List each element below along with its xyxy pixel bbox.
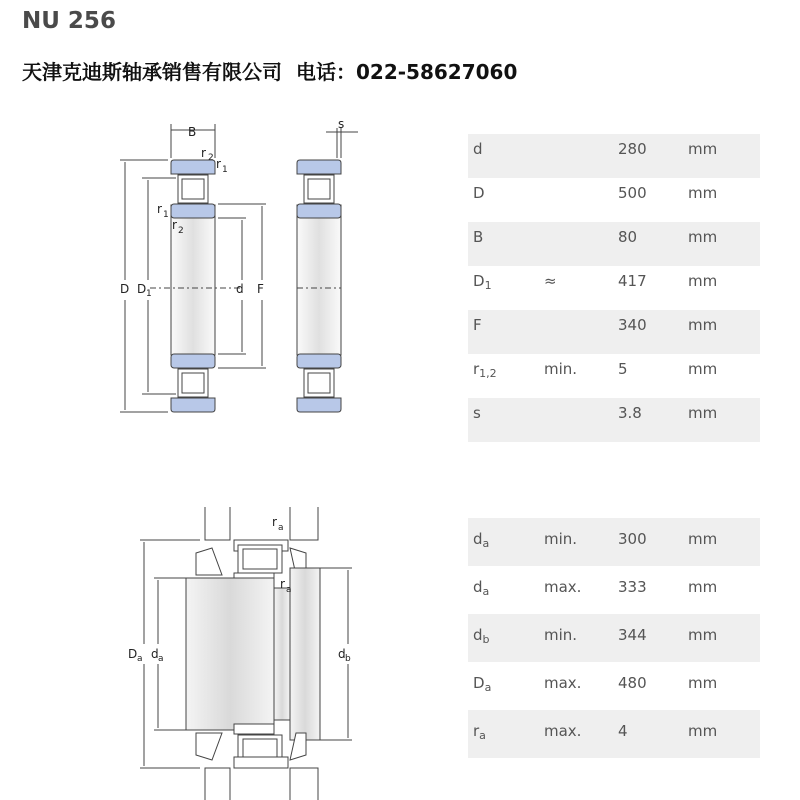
table-row: [468, 178, 760, 222]
dim-Da: D: [128, 647, 138, 661]
row-unit: mm: [688, 530, 718, 548]
dim-B: B: [188, 125, 197, 139]
dim-db: d: [338, 647, 346, 661]
label-r1-top: r: [216, 157, 221, 171]
section-view: [120, 124, 266, 412]
table-row: [468, 310, 760, 354]
dim-d: d: [236, 282, 244, 296]
dim-da: d: [151, 647, 159, 661]
row-value: 300: [618, 530, 647, 548]
label-r2-left: r: [172, 218, 177, 232]
product-title: NU 256: [22, 8, 116, 34]
row-qualifier: min.: [544, 530, 578, 548]
table-row: [468, 662, 760, 710]
row-unit: mm: [688, 360, 718, 378]
label-ra-mid-sub: a: [286, 585, 292, 595]
row-value: 480: [618, 674, 647, 692]
label-r1-left: r: [157, 202, 162, 216]
row-symbol: $r_{1,2}$: [473, 360, 497, 380]
row-unit: mm: [688, 140, 718, 158]
dim-da-sub: a: [158, 654, 164, 664]
row-unit: mm: [688, 578, 718, 596]
dim-D1: D: [137, 282, 147, 296]
label-r1-left-sub: 1: [163, 210, 169, 220]
row-value: 333: [618, 578, 647, 596]
row-symbol: s: [473, 404, 481, 422]
table-row: [468, 354, 760, 398]
row-symbol: B: [473, 228, 484, 246]
table-row: [468, 710, 760, 758]
row-value: 4: [618, 722, 628, 740]
row-symbol: $D_1$: [473, 272, 492, 292]
row-symbol: $D_a$: [473, 674, 492, 694]
row-symbol: $r_a$: [473, 722, 486, 742]
row-value: 3.8: [618, 404, 642, 422]
row-qualifier: min.: [544, 360, 578, 378]
row-value: 5: [618, 360, 628, 378]
row-symbol: d: [473, 140, 483, 158]
row-unit: mm: [688, 184, 718, 202]
row-value: 500: [618, 184, 647, 202]
label-ra-top-sub: a: [278, 523, 284, 533]
row-value: 344: [618, 626, 647, 644]
row-value: 280: [618, 140, 647, 158]
dim-s: s: [338, 117, 345, 131]
dim-Da-sub: a: [137, 654, 143, 664]
row-qualifier: max.: [544, 578, 582, 596]
table-row: [468, 266, 760, 310]
abutment-table: [468, 518, 760, 758]
row-symbol: D: [473, 184, 485, 202]
mounting-view: [140, 507, 352, 800]
label-r2-left-sub: 2: [178, 226, 184, 236]
row-qualifier: ≈: [544, 272, 557, 290]
dimensions-table: [468, 134, 760, 442]
row-value: 80: [618, 228, 638, 246]
row-value: 417: [618, 272, 647, 290]
table-row: [468, 398, 760, 442]
row-value: 340: [618, 316, 647, 334]
row-qualifier: max.: [544, 722, 582, 740]
row-qualifier: min.: [544, 626, 578, 644]
label-ra-top: r: [272, 515, 277, 529]
table-row: [468, 222, 760, 266]
row-unit: mm: [688, 404, 718, 422]
row-qualifier: max.: [544, 674, 582, 692]
row-symbol: $d_b$: [473, 626, 490, 646]
label-r2-top: r: [201, 146, 206, 160]
label-ra-mid: r: [280, 577, 285, 591]
row-symbol: $d_a$: [473, 530, 490, 550]
label-r2-top-sub: 2: [208, 153, 214, 163]
dim-F: F: [257, 282, 264, 296]
dim-D1-sub: 1: [146, 289, 152, 299]
table-row: [468, 518, 760, 566]
table-row: [468, 614, 760, 662]
row-unit: mm: [688, 722, 718, 740]
row-unit: mm: [688, 316, 718, 334]
row-unit: mm: [688, 272, 718, 290]
row-symbol: $d_a$: [473, 578, 490, 598]
label-r1-top-sub: 1: [222, 165, 228, 175]
row-unit: mm: [688, 626, 718, 644]
row-symbol: F: [473, 316, 482, 334]
side-view: [297, 128, 358, 412]
table-row: [468, 566, 760, 614]
row-unit: mm: [688, 228, 718, 246]
company-phone: 电话：022-58627060: [296, 60, 518, 84]
table-row: [468, 134, 760, 178]
company-name: 天津克迪斯轴承销售有限公司: [22, 60, 282, 84]
dim-D: D: [120, 282, 130, 296]
row-unit: mm: [688, 674, 718, 692]
dim-db-sub: b: [345, 654, 351, 664]
